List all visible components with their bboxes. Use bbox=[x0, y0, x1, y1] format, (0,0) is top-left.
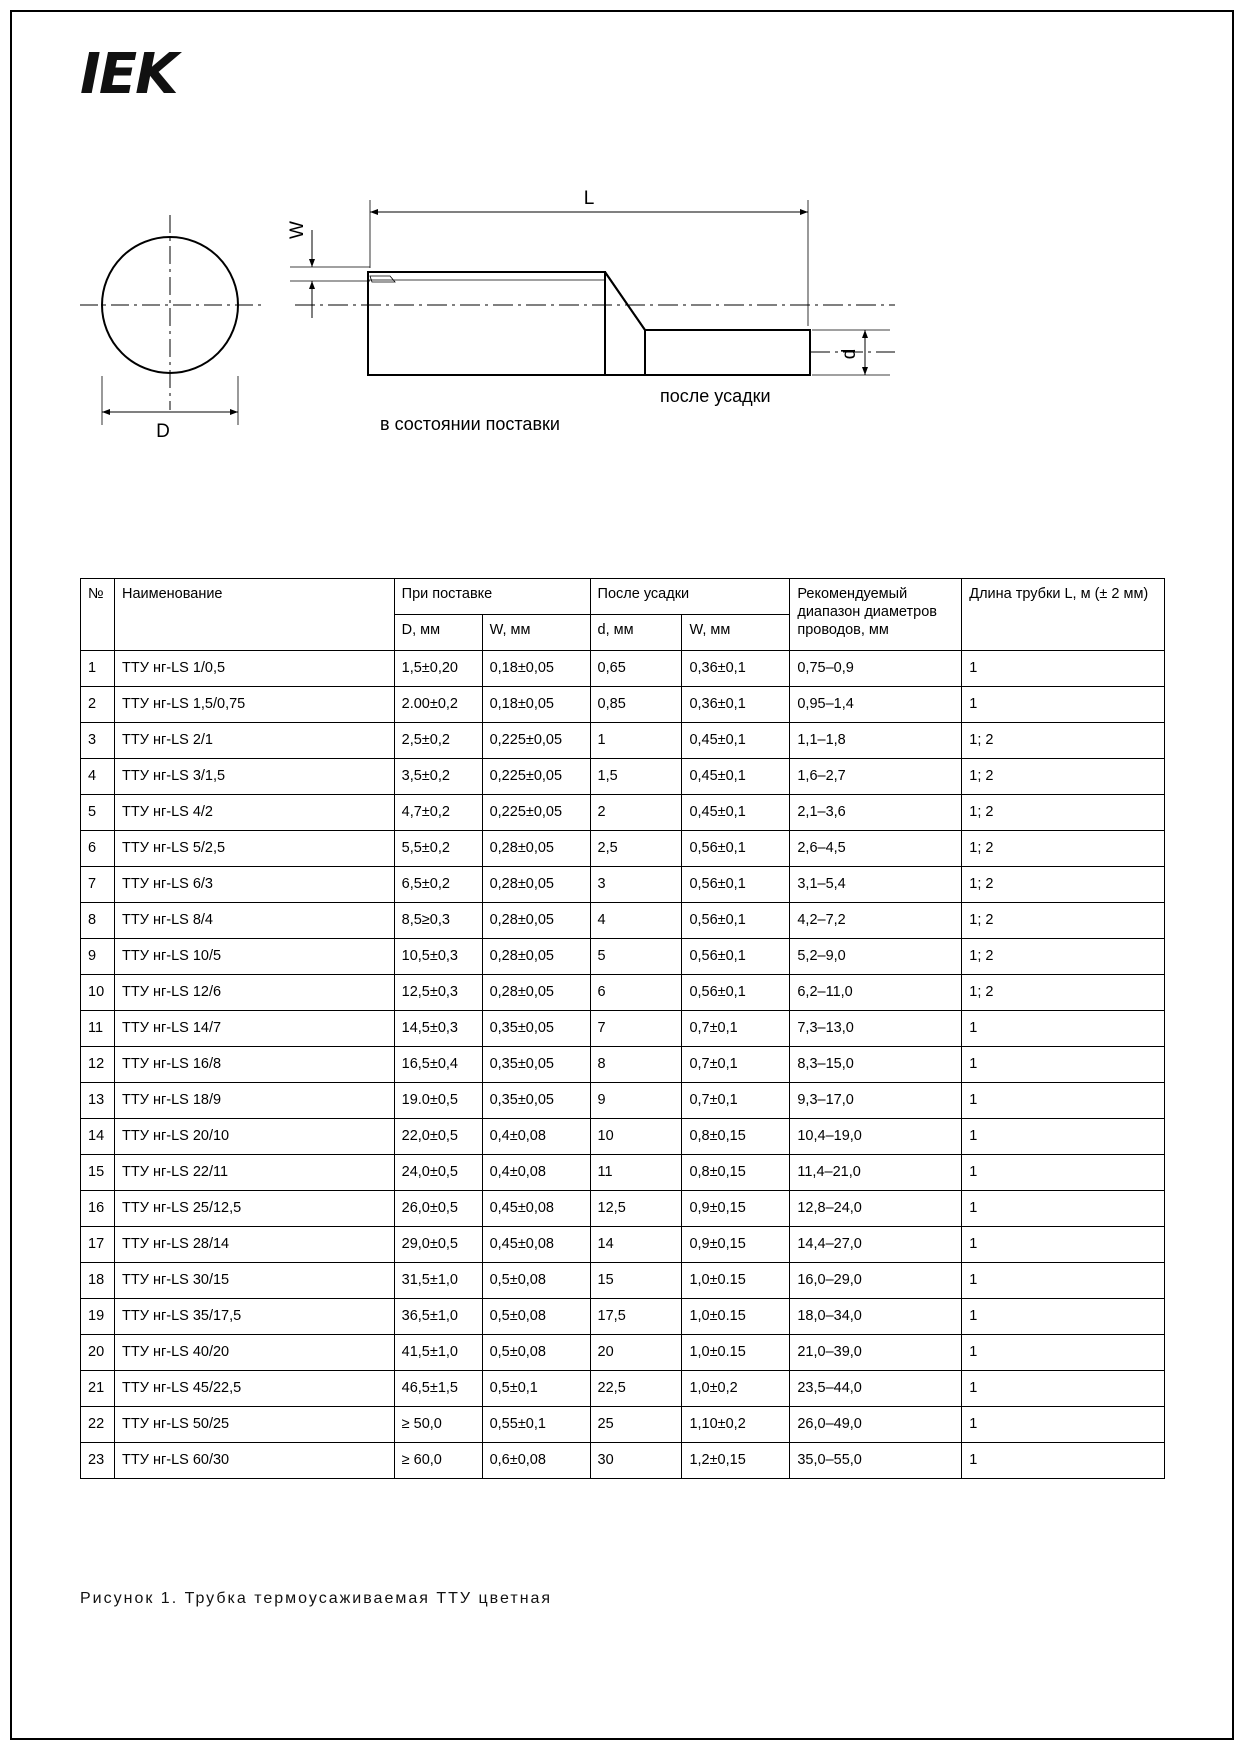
cell-W2: 0,45±0,1 bbox=[682, 795, 790, 831]
cell-length: 1 bbox=[962, 1227, 1165, 1263]
cell-range: 21,0–39,0 bbox=[790, 1335, 962, 1371]
cell-D: 6,5±0,2 bbox=[394, 867, 482, 903]
cell-range: 10,4–19,0 bbox=[790, 1119, 962, 1155]
cell-d: 8 bbox=[590, 1047, 682, 1083]
cell-W: 0,28±0,05 bbox=[482, 831, 590, 867]
cell-d: 5 bbox=[590, 939, 682, 975]
cell-W2: 1,10±0,2 bbox=[682, 1407, 790, 1443]
cell-length: 1 bbox=[962, 1047, 1165, 1083]
label-d: d bbox=[839, 348, 860, 360]
cell-name: ТТУ нг-LS 50/25 bbox=[114, 1407, 394, 1443]
cell-name: ТТУ нг-LS 3/1,5 bbox=[114, 759, 394, 795]
cell-d: 1,5 bbox=[590, 759, 682, 795]
table-row bbox=[81, 831, 1165, 867]
cell-length: 1; 2 bbox=[962, 903, 1165, 939]
cell-D: 2,5±0,2 bbox=[394, 723, 482, 759]
cell-W2: 1,0±0.15 bbox=[682, 1299, 790, 1335]
cell-W: 0,5±0,08 bbox=[482, 1263, 590, 1299]
specification-table bbox=[80, 578, 1165, 1479]
cell-d: 30 bbox=[590, 1443, 682, 1479]
product-diagram bbox=[60, 140, 1060, 460]
cell-W: 0,35±0,05 bbox=[482, 1083, 590, 1119]
cell-W2: 0,7±0,1 bbox=[682, 1011, 790, 1047]
table-row bbox=[81, 1299, 1165, 1335]
cell-range: 9,3–17,0 bbox=[790, 1083, 962, 1119]
cell-name: ТТУ нг-LS 4/2 bbox=[114, 795, 394, 831]
cell-num: 17 bbox=[81, 1227, 115, 1263]
cell-length: 1; 2 bbox=[962, 759, 1165, 795]
cell-D: 12,5±0,3 bbox=[394, 975, 482, 1011]
cell-name: ТТУ нг-LS 5/2,5 bbox=[114, 831, 394, 867]
th-sub-d: d, мм bbox=[590, 615, 682, 651]
cell-name: ТТУ нг-LS 20/10 bbox=[114, 1119, 394, 1155]
cell-num: 7 bbox=[81, 867, 115, 903]
cell-num: 16 bbox=[81, 1191, 115, 1227]
cell-W: 0,5±0,08 bbox=[482, 1335, 590, 1371]
cell-length: 1 bbox=[962, 1371, 1165, 1407]
cell-d: 7 bbox=[590, 1011, 682, 1047]
cell-W2: 1,2±0,15 bbox=[682, 1443, 790, 1479]
cell-W2: 0,56±0,1 bbox=[682, 867, 790, 903]
cell-d: 14 bbox=[590, 1227, 682, 1263]
cell-range: 26,0–49,0 bbox=[790, 1407, 962, 1443]
cell-length: 1 bbox=[962, 1011, 1165, 1047]
table-row bbox=[81, 759, 1165, 795]
table-row bbox=[81, 1083, 1165, 1119]
cell-range: 14,4–27,0 bbox=[790, 1227, 962, 1263]
cell-d: 25 bbox=[590, 1407, 682, 1443]
cell-num: 2 bbox=[81, 687, 115, 723]
cell-W2: 1,0±0,2 bbox=[682, 1371, 790, 1407]
cell-D: 5,5±0,2 bbox=[394, 831, 482, 867]
table-row bbox=[81, 723, 1165, 759]
cell-W2: 1,0±0.15 bbox=[682, 1263, 790, 1299]
th-sub-W: W, мм bbox=[482, 615, 590, 651]
cell-W: 0,28±0,05 bbox=[482, 867, 590, 903]
cell-num: 18 bbox=[81, 1263, 115, 1299]
cell-W2: 0,9±0,15 bbox=[682, 1227, 790, 1263]
cell-range: 35,0–55,0 bbox=[790, 1443, 962, 1479]
cell-W2: 0,56±0,1 bbox=[682, 831, 790, 867]
cell-num: 10 bbox=[81, 975, 115, 1011]
figure-caption: Рисунок 1. Трубка термоусаживаемая ТТУ цветная bbox=[80, 1590, 553, 1607]
label-after-shrink: после усадки bbox=[660, 386, 771, 406]
cell-num: 6 bbox=[81, 831, 115, 867]
th-name: Наименование bbox=[114, 579, 394, 651]
cell-D: ≥ 50,0 bbox=[394, 1407, 482, 1443]
cell-D: 14,5±0,3 bbox=[394, 1011, 482, 1047]
cell-W2: 0,45±0,1 bbox=[682, 759, 790, 795]
th-group-shrunk: После усадки bbox=[590, 579, 790, 615]
table-row bbox=[81, 903, 1165, 939]
cell-name: ТТУ нг-LS 14/7 bbox=[114, 1011, 394, 1047]
th-num: № bbox=[81, 579, 115, 651]
cell-range: 1,6–2,7 bbox=[790, 759, 962, 795]
cell-D: 46,5±1,5 bbox=[394, 1371, 482, 1407]
th-length: Длина трубки L, м (± 2 мм) bbox=[962, 579, 1165, 651]
cell-D: 41,5±1,0 bbox=[394, 1335, 482, 1371]
cell-W: 0,45±0,08 bbox=[482, 1227, 590, 1263]
cell-name: ТТУ нг-LS 45/22,5 bbox=[114, 1371, 394, 1407]
cell-range: 0,75–0,9 bbox=[790, 651, 962, 687]
th-group-supply: При поставке bbox=[394, 579, 590, 615]
cell-W2: 0,45±0,1 bbox=[682, 723, 790, 759]
cell-range: 6,2–11,0 bbox=[790, 975, 962, 1011]
table-row bbox=[81, 1155, 1165, 1191]
cell-W: 0,28±0,05 bbox=[482, 903, 590, 939]
cell-D: 1,5±0,20 bbox=[394, 651, 482, 687]
cell-length: 1 bbox=[962, 1443, 1165, 1479]
cell-W2: 0,8±0,15 bbox=[682, 1119, 790, 1155]
cell-name: ТТУ нг-LS 30/15 bbox=[114, 1263, 394, 1299]
cell-num: 20 bbox=[81, 1335, 115, 1371]
cell-W: 0,225±0,05 bbox=[482, 759, 590, 795]
cell-W: 0,5±0,08 bbox=[482, 1299, 590, 1335]
cell-num: 12 bbox=[81, 1047, 115, 1083]
cell-D: 2.00±0,2 bbox=[394, 687, 482, 723]
cell-length: 1 bbox=[962, 1299, 1165, 1335]
cell-length: 1 bbox=[962, 1119, 1165, 1155]
cell-range: 23,5–44,0 bbox=[790, 1371, 962, 1407]
cell-W2: 0,9±0,15 bbox=[682, 1191, 790, 1227]
cell-range: 18,0–34,0 bbox=[790, 1299, 962, 1335]
table-row bbox=[81, 1371, 1165, 1407]
cell-num: 19 bbox=[81, 1299, 115, 1335]
table-row bbox=[81, 1335, 1165, 1371]
cell-num: 3 bbox=[81, 723, 115, 759]
table-row bbox=[81, 651, 1165, 687]
cell-D: 36,5±1,0 bbox=[394, 1299, 482, 1335]
cell-d: 20 bbox=[590, 1335, 682, 1371]
cell-range: 0,95–1,4 bbox=[790, 687, 962, 723]
cell-D: ≥ 60,0 bbox=[394, 1443, 482, 1479]
cell-range: 1,1–1,8 bbox=[790, 723, 962, 759]
cell-num: 4 bbox=[81, 759, 115, 795]
cell-d: 1 bbox=[590, 723, 682, 759]
cell-length: 1 bbox=[962, 1155, 1165, 1191]
cell-range: 2,1–3,6 bbox=[790, 795, 962, 831]
cell-d: 0,85 bbox=[590, 687, 682, 723]
cell-num: 22 bbox=[81, 1407, 115, 1443]
cell-d: 2 bbox=[590, 795, 682, 831]
cell-name: ТТУ нг-LS 25/12,5 bbox=[114, 1191, 394, 1227]
table-row bbox=[81, 1191, 1165, 1227]
cell-length: 1 bbox=[962, 1407, 1165, 1443]
cell-name: ТТУ нг-LS 1,5/0,75 bbox=[114, 687, 394, 723]
label-L: L bbox=[583, 188, 595, 209]
table-header bbox=[81, 579, 1165, 651]
cell-range: 3,1–5,4 bbox=[790, 867, 962, 903]
table-row bbox=[81, 1227, 1165, 1263]
table-row bbox=[81, 795, 1165, 831]
cell-num: 8 bbox=[81, 903, 115, 939]
cell-W2: 0,7±0,1 bbox=[682, 1083, 790, 1119]
cell-length: 1 bbox=[962, 1335, 1165, 1371]
cell-D: 31,5±1,0 bbox=[394, 1263, 482, 1299]
cell-range: 11,4–21,0 bbox=[790, 1155, 962, 1191]
cell-d: 10 bbox=[590, 1119, 682, 1155]
cell-d: 0,65 bbox=[590, 651, 682, 687]
cell-name: ТТУ нг-LS 12/6 bbox=[114, 975, 394, 1011]
cell-W2: 0,56±0,1 bbox=[682, 975, 790, 1011]
cell-W: 0,4±0,08 bbox=[482, 1119, 590, 1155]
cell-D: 16,5±0,4 bbox=[394, 1047, 482, 1083]
cell-D: 24,0±0,5 bbox=[394, 1155, 482, 1191]
cell-W: 0,35±0,05 bbox=[482, 1011, 590, 1047]
table-row bbox=[81, 1263, 1165, 1299]
cell-length: 1; 2 bbox=[962, 723, 1165, 759]
cell-length: 1; 2 bbox=[962, 939, 1165, 975]
cell-name: ТТУ нг-LS 40/20 bbox=[114, 1335, 394, 1371]
cell-D: 22,0±0,5 bbox=[394, 1119, 482, 1155]
label-D: D bbox=[156, 421, 170, 442]
iek-logo: IEK bbox=[80, 42, 177, 107]
cell-range: 8,3–15,0 bbox=[790, 1047, 962, 1083]
table-row bbox=[81, 687, 1165, 723]
cell-d: 11 bbox=[590, 1155, 682, 1191]
cell-length: 1 bbox=[962, 1263, 1165, 1299]
cell-num: 21 bbox=[81, 1371, 115, 1407]
cell-num: 1 bbox=[81, 651, 115, 687]
cell-length: 1 bbox=[962, 1191, 1165, 1227]
cell-range: 5,2–9,0 bbox=[790, 939, 962, 975]
cell-num: 23 bbox=[81, 1443, 115, 1479]
cell-name: ТТУ нг-LS 16/8 bbox=[114, 1047, 394, 1083]
cell-d: 6 bbox=[590, 975, 682, 1011]
cell-name: ТТУ нг-LS 10/5 bbox=[114, 939, 394, 975]
table-row bbox=[81, 1119, 1165, 1155]
cell-range: 2,6–4,5 bbox=[790, 831, 962, 867]
cell-W: 0,28±0,05 bbox=[482, 939, 590, 975]
cell-W2: 0,8±0,15 bbox=[682, 1155, 790, 1191]
table-row bbox=[81, 1011, 1165, 1047]
table-row bbox=[81, 939, 1165, 975]
cell-num: 5 bbox=[81, 795, 115, 831]
cell-range: 12,8–24,0 bbox=[790, 1191, 962, 1227]
cell-d: 15 bbox=[590, 1263, 682, 1299]
cell-name: ТТУ нг-LS 28/14 bbox=[114, 1227, 394, 1263]
cell-W2: 1,0±0.15 bbox=[682, 1335, 790, 1371]
cell-W2: 0,36±0,1 bbox=[682, 687, 790, 723]
cell-W: 0,18±0,05 bbox=[482, 687, 590, 723]
cell-d: 17,5 bbox=[590, 1299, 682, 1335]
label-as-supplied: в состоянии поставки bbox=[380, 414, 560, 434]
cell-length: 1; 2 bbox=[962, 975, 1165, 1011]
cell-d: 3 bbox=[590, 867, 682, 903]
cell-D: 10,5±0,3 bbox=[394, 939, 482, 975]
cell-W: 0,4±0,08 bbox=[482, 1155, 590, 1191]
table-row bbox=[81, 975, 1165, 1011]
table-body bbox=[81, 651, 1165, 1479]
cell-d: 22,5 bbox=[590, 1371, 682, 1407]
cell-name: ТТУ нг-LS 1/0,5 bbox=[114, 651, 394, 687]
cell-num: 9 bbox=[81, 939, 115, 975]
table-row bbox=[81, 1443, 1165, 1479]
cell-W: 0,18±0,05 bbox=[482, 651, 590, 687]
cell-num: 15 bbox=[81, 1155, 115, 1191]
cell-range: 16,0–29,0 bbox=[790, 1263, 962, 1299]
cell-d: 12,5 bbox=[590, 1191, 682, 1227]
cell-length: 1; 2 bbox=[962, 831, 1165, 867]
cell-name: ТТУ нг-LS 6/3 bbox=[114, 867, 394, 903]
cell-d: 4 bbox=[590, 903, 682, 939]
th-range: Рекомендуемый диапазон диаметров проводов, мм bbox=[790, 579, 962, 651]
cell-name: ТТУ нг-LS 2/1 bbox=[114, 723, 394, 759]
cell-length: 1; 2 bbox=[962, 795, 1165, 831]
cell-D: 3,5±0,2 bbox=[394, 759, 482, 795]
th-sub-W2: W, мм bbox=[682, 615, 790, 651]
cell-W2: 0,56±0,1 bbox=[682, 939, 790, 975]
cell-length: 1; 2 bbox=[962, 867, 1165, 903]
cell-num: 11 bbox=[81, 1011, 115, 1047]
cell-range: 7,3–13,0 bbox=[790, 1011, 962, 1047]
cell-W2: 0,7±0,1 bbox=[682, 1047, 790, 1083]
table-row bbox=[81, 1407, 1165, 1443]
cell-range: 4,2–7,2 bbox=[790, 903, 962, 939]
cell-W: 0,55±0,1 bbox=[482, 1407, 590, 1443]
cell-W: 0,225±0,05 bbox=[482, 723, 590, 759]
cell-length: 1 bbox=[962, 687, 1165, 723]
cell-D: 8,5≥0,3 bbox=[394, 903, 482, 939]
cell-D: 19.0±0,5 bbox=[394, 1083, 482, 1119]
cell-name: ТТУ нг-LS 18/9 bbox=[114, 1083, 394, 1119]
cell-D: 26,0±0,5 bbox=[394, 1191, 482, 1227]
cell-W: 0,28±0,05 bbox=[482, 975, 590, 1011]
cell-num: 14 bbox=[81, 1119, 115, 1155]
cell-length: 1 bbox=[962, 651, 1165, 687]
cell-num: 13 bbox=[81, 1083, 115, 1119]
cell-W: 0,45±0,08 bbox=[482, 1191, 590, 1227]
cell-W: 0,35±0,05 bbox=[482, 1047, 590, 1083]
cell-name: ТТУ нг-LS 35/17,5 bbox=[114, 1299, 394, 1335]
cell-name: ТТУ нг-LS 8/4 bbox=[114, 903, 394, 939]
cell-D: 29,0±0,5 bbox=[394, 1227, 482, 1263]
cell-W: 0,5±0,1 bbox=[482, 1371, 590, 1407]
cell-name: ТТУ нг-LS 22/11 bbox=[114, 1155, 394, 1191]
cell-W: 0,225±0,05 bbox=[482, 795, 590, 831]
table-row bbox=[81, 1047, 1165, 1083]
cell-name: ТТУ нг-LS 60/30 bbox=[114, 1443, 394, 1479]
cell-W: 0,6±0,08 bbox=[482, 1443, 590, 1479]
cell-W2: 0,36±0,1 bbox=[682, 651, 790, 687]
cell-D: 4,7±0,2 bbox=[394, 795, 482, 831]
label-W: W bbox=[287, 221, 308, 239]
cell-W2: 0,56±0,1 bbox=[682, 903, 790, 939]
th-sub-D: D, мм bbox=[394, 615, 482, 651]
cell-d: 2,5 bbox=[590, 831, 682, 867]
cell-length: 1 bbox=[962, 1083, 1165, 1119]
table-row bbox=[81, 867, 1165, 903]
cell-d: 9 bbox=[590, 1083, 682, 1119]
